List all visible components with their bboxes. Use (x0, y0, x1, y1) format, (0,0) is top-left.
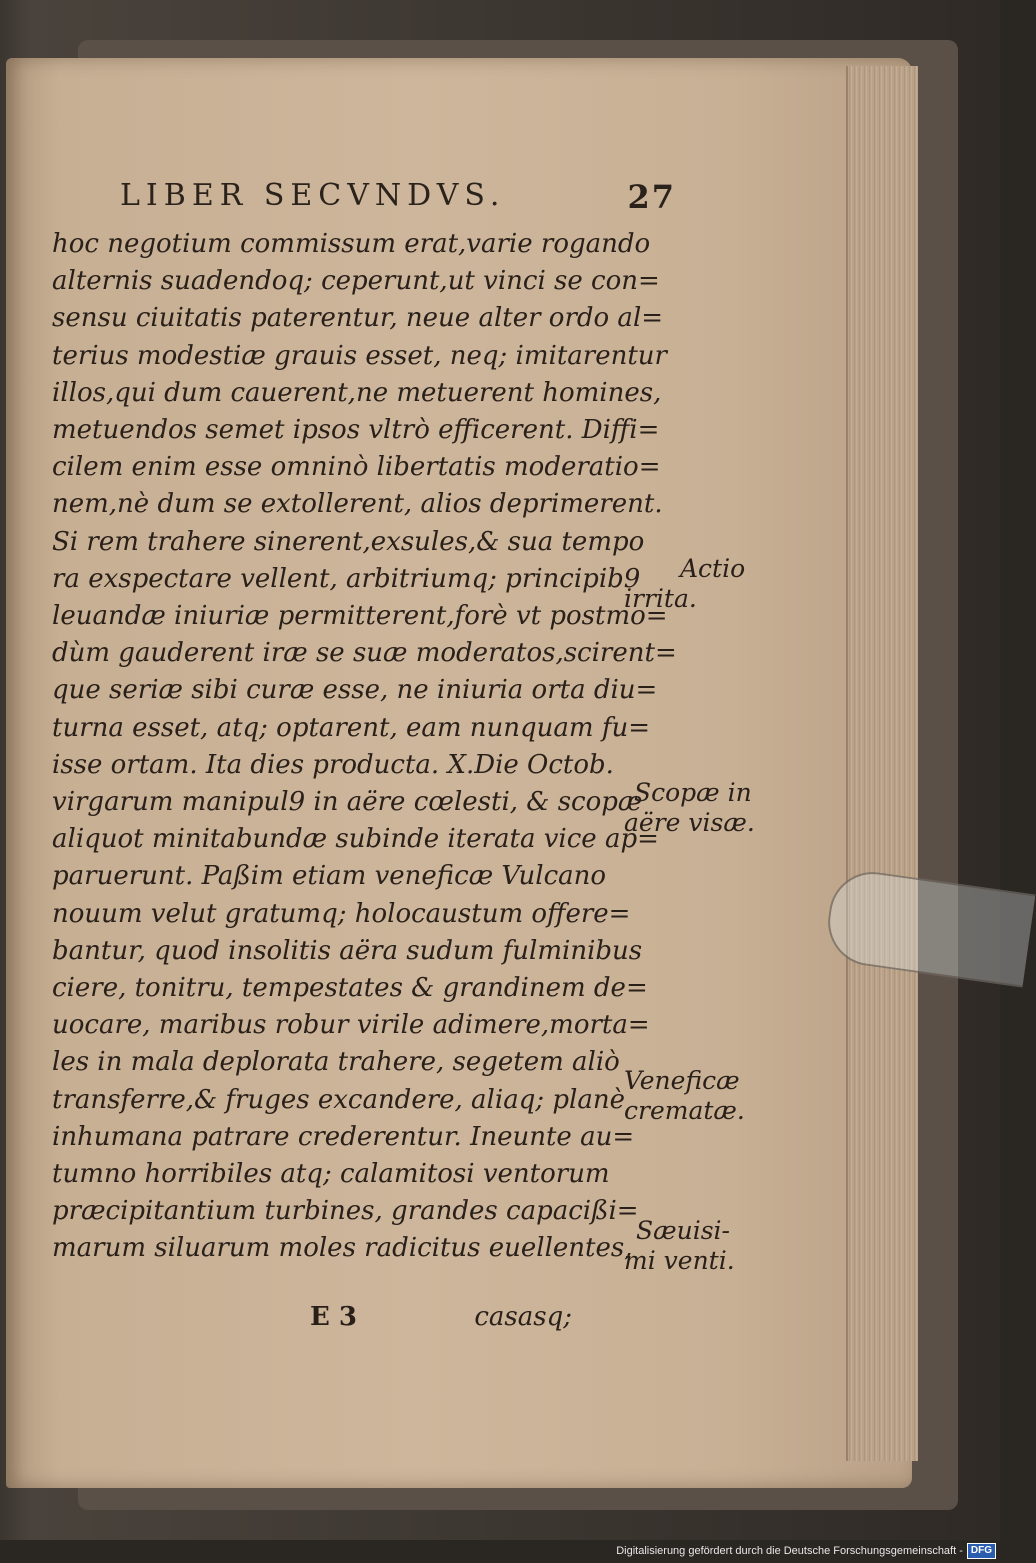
text-line: tumno horribiles atq; calamitosi ventorum (52, 1159, 610, 1190)
text-line: nem,nè dum se extollerent, alios deprimerent. (52, 489, 663, 520)
text-line: dùm gauderent iræ se suæ moderatos,scirent= (52, 638, 677, 669)
marginal-note-scopae (624, 778, 755, 838)
book-page (6, 58, 912, 1488)
text-line: nouum velut gratumq; holocaustum offere= (52, 898, 631, 929)
text-line: que seriæ sibi curæ esse, ne iniuria orta diu= (52, 675, 658, 706)
note-line: irrita. (624, 584, 697, 613)
text-line: isse ortam. Ita dies producta. X.Die Octob. (52, 749, 614, 780)
text-line: Si rem trahere sinerent,exsules,& sua tempo (52, 526, 645, 557)
page-footer (52, 1302, 582, 1342)
text-line: ciere, tonitru, tempestates & grandinem de= (52, 973, 648, 1004)
text-line: paruerunt. Paßim etiam veneficæ Vulcano (52, 861, 607, 892)
note-line: mi venti. (624, 1246, 735, 1275)
text-line: inhumana patrare crederentur. Ineunte au= (52, 1121, 635, 1152)
note-line: Veneficæ (624, 1066, 740, 1095)
body-text (52, 226, 755, 1275)
text-line: virgarum manipul9 in aëre cœlesti, & scopæ (52, 787, 643, 818)
signature-mark: E 3 (310, 1302, 357, 1332)
note-line: crematæ. (624, 1096, 745, 1125)
text-line: uocare, maribus robur virile adimere,morta= (52, 1010, 650, 1041)
text-line: ra exspectare vellent, arbitriumq; principib9 (52, 563, 641, 594)
text-line: illos,qui dum cauerent,ne metuerent homines, (52, 377, 662, 408)
catchword: casasq; (474, 1302, 572, 1332)
text-line: hoc negotium commissum erat,varie rogando (52, 229, 651, 259)
page-header (106, 170, 686, 220)
note-line: Scopæ in (634, 778, 752, 807)
text-line: alternis suadendoq; ceperunt,ut vinci se con= (52, 266, 660, 297)
marginal-note-saeuisimi (624, 1216, 735, 1276)
text-line: marum siluarum moles radicitus euellentes, (52, 1233, 633, 1264)
text-line: turna esset, atq; optarent, eam nunquam fu= (52, 712, 650, 743)
text-line: bantur, quod insolitis aëra sudum fulminibus (52, 935, 643, 966)
page-edges (846, 66, 918, 1461)
note-line: Sæuisi- (636, 1216, 730, 1245)
text-line: les in mala deplorata trahere, segetem aliò (52, 1047, 620, 1078)
note-line: Actio (680, 554, 746, 583)
text-line: cilem enim esse omninò libertatis moderatio= (52, 452, 661, 483)
text-line: transferre,& fruges excandere, aliaq; planè (52, 1084, 625, 1115)
digitization-credit (616, 1543, 996, 1559)
text-line: sensu ciuitatis paterentur, neue alter ordo al= (52, 303, 664, 334)
text-line: leuandæ iniuriæ permitterent,forè vt postmo= (52, 601, 668, 632)
credit-text: Digitalisierung gefördert durch die Deutsche Forschungsgemeinschaft - (616, 1545, 963, 1557)
marginal-note-veneficae (624, 1066, 745, 1126)
note-line: aëre visæ. (624, 808, 755, 837)
text-line: terius modestiæ grauis esset, neq; imitarentur (52, 340, 667, 371)
text-line: aliquot minitabundæ subinde iterata vice ap= (52, 824, 659, 855)
page-number: 27 (627, 178, 676, 216)
text-line: præcipitantium turbines, grandes capacißi= (52, 1196, 639, 1227)
running-title: LIBER SECVNDVS. (120, 178, 506, 213)
text-line: metuendos semet ipsos vltrò efficerent. Diffi= (52, 415, 660, 446)
marginal-note-actio (624, 554, 745, 614)
dfg-logo-icon: DFG (967, 1543, 996, 1559)
